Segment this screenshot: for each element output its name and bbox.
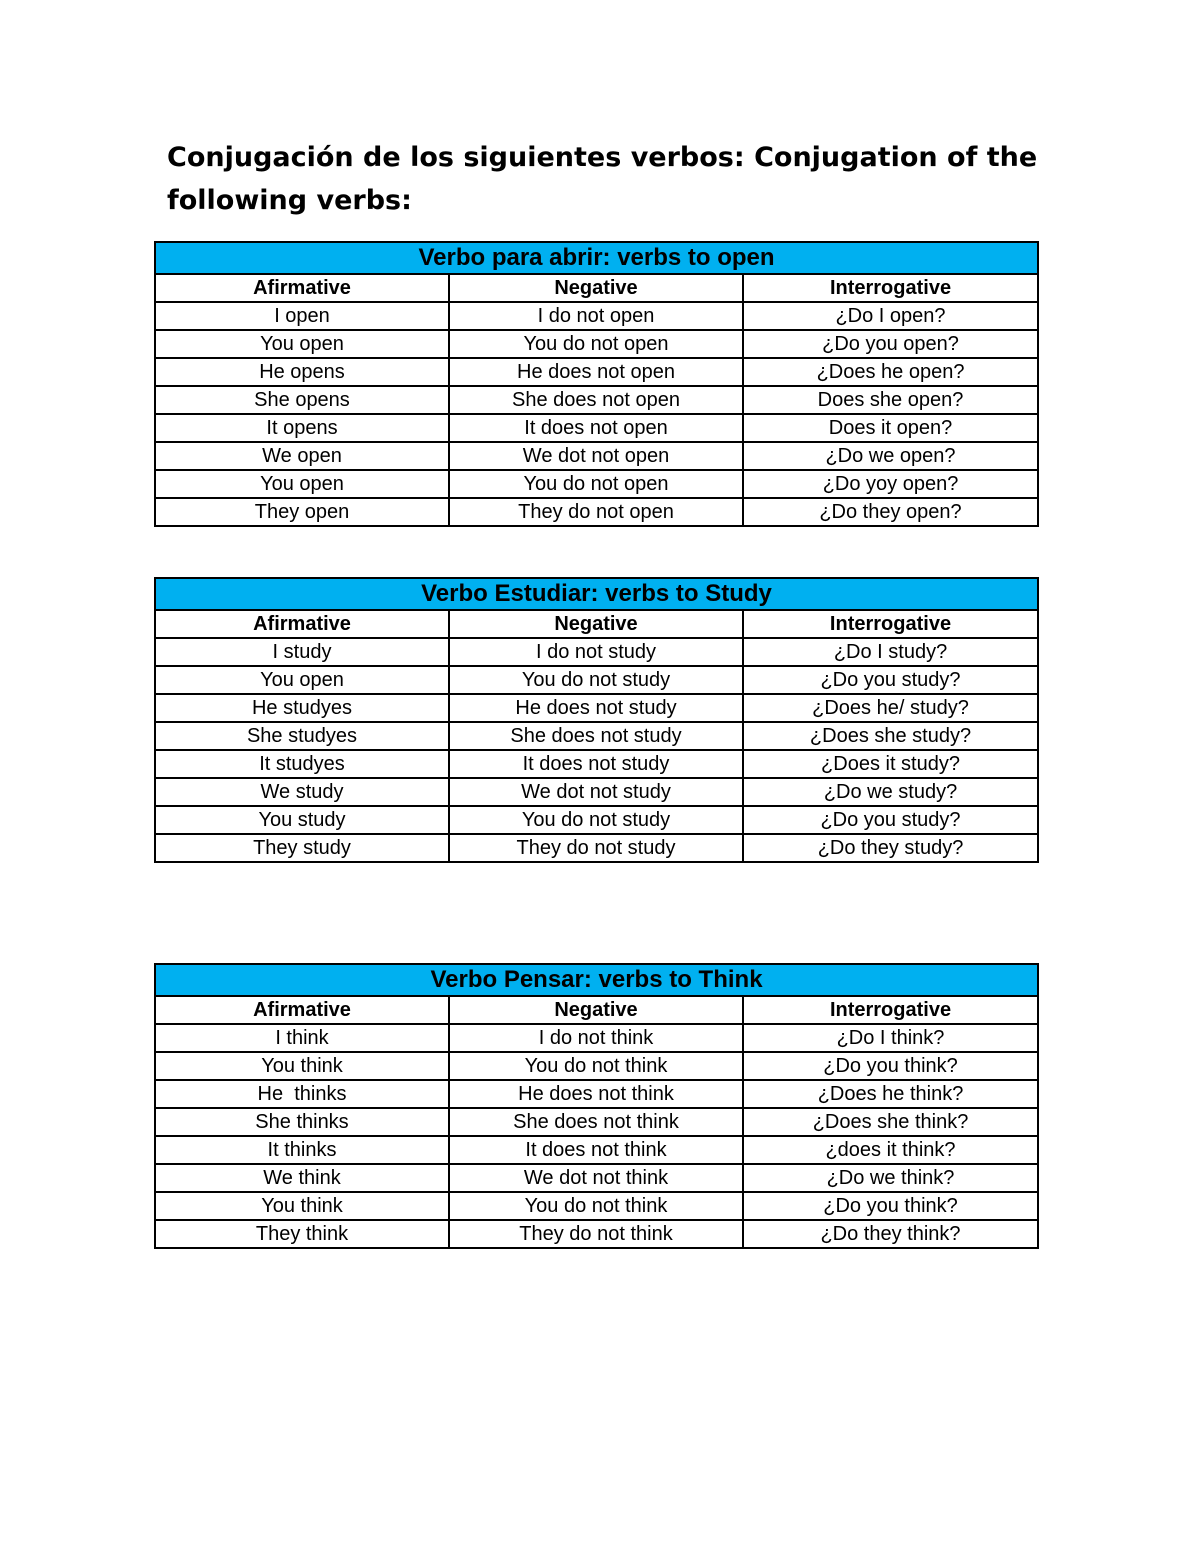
- table-cell: ¿Does she study?: [743, 722, 1038, 750]
- table-cell: You study: [155, 806, 449, 834]
- table-cell: She does not study: [449, 722, 743, 750]
- table-cell: They do not study: [449, 834, 743, 862]
- table-cell: ¿Do I think?: [743, 1024, 1038, 1052]
- table-cell: You open: [155, 470, 449, 498]
- table-row: [155, 1052, 1038, 1080]
- table-cell: ¿does it think?: [743, 1136, 1038, 1164]
- table-row: [155, 330, 1038, 358]
- table-cell: ¿Do you think?: [743, 1052, 1038, 1080]
- conjugation-table-think: [154, 963, 1039, 1249]
- table-cell: We dot not think: [449, 1164, 743, 1192]
- table-cell: ¿Do we study?: [743, 778, 1038, 806]
- table-row: [155, 302, 1038, 330]
- table-row: [155, 750, 1038, 778]
- table-cell: I open: [155, 302, 449, 330]
- column-header-afirmative: Afirmative: [155, 996, 449, 1024]
- table-cell: ¿Do I study?: [743, 638, 1038, 666]
- table-row: [155, 1164, 1038, 1192]
- table-row: [155, 414, 1038, 442]
- table-cell: He does not open: [449, 358, 743, 386]
- table-cell: ¿Does he open?: [743, 358, 1038, 386]
- table-cell: It does not think: [449, 1136, 743, 1164]
- table-row: [155, 1108, 1038, 1136]
- table-cell: ¿Do yoy open?: [743, 470, 1038, 498]
- table-cell: ¿Does she think?: [743, 1108, 1038, 1136]
- table-row: [155, 806, 1038, 834]
- table-row: [155, 666, 1038, 694]
- table-cell: They do not open: [449, 498, 743, 526]
- table-cell: I think: [155, 1024, 449, 1052]
- table-cell: ¿Do you study?: [743, 666, 1038, 694]
- table-row: [155, 470, 1038, 498]
- table-cell: ¿Do they think?: [743, 1220, 1038, 1248]
- table-cell: They study: [155, 834, 449, 862]
- table-cell: We open: [155, 442, 449, 470]
- conjugation-table-study: [154, 577, 1039, 863]
- table-row: [155, 1136, 1038, 1164]
- table-cell: You do not study: [449, 666, 743, 694]
- table-caption: Verbo para abrir: verbs to open: [155, 242, 1038, 274]
- table-cell: He opens: [155, 358, 449, 386]
- table-cell: I do not open: [449, 302, 743, 330]
- table-cell: ¿Does he/ study?: [743, 694, 1038, 722]
- table-row: [155, 442, 1038, 470]
- column-header-negative: Negative: [449, 996, 743, 1024]
- table-row: [155, 1024, 1038, 1052]
- table-cell: ¿Do we think?: [743, 1164, 1038, 1192]
- table-cell: We study: [155, 778, 449, 806]
- column-header-interrogative: Interrogative: [743, 996, 1038, 1024]
- table-cell: She does not think: [449, 1108, 743, 1136]
- table-row: [155, 638, 1038, 666]
- table-caption: Verbo Estudiar: verbs to Study: [155, 578, 1038, 610]
- table-cell: You do not think: [449, 1192, 743, 1220]
- conjugation-table-open: [154, 241, 1039, 527]
- table-cell: He does not study: [449, 694, 743, 722]
- column-header-afirmative: Afirmative: [155, 610, 449, 638]
- table-cell: She opens: [155, 386, 449, 414]
- table-cell: They do not think: [449, 1220, 743, 1248]
- table-cell: He does not think: [449, 1080, 743, 1108]
- table-cell: Does she open?: [743, 386, 1038, 414]
- table-cell: You think: [155, 1052, 449, 1080]
- table-cell: You do not think: [449, 1052, 743, 1080]
- table-cell: You do not open: [449, 330, 743, 358]
- table-cell: ¿Do I open?: [743, 302, 1038, 330]
- table-cell: ¿Do you open?: [743, 330, 1038, 358]
- table-cell: They think: [155, 1220, 449, 1248]
- table-cell: It does not open: [449, 414, 743, 442]
- table-row: [155, 358, 1038, 386]
- page-title: Conjugación de los siguientes verbos: Conjugation of the following verbs:: [167, 142, 1038, 216]
- table-row: [155, 834, 1038, 862]
- column-header-negative: Negative: [449, 610, 743, 638]
- column-header-interrogative: Interrogative: [743, 610, 1038, 638]
- table-cell: ¿Does he think?: [743, 1080, 1038, 1108]
- table-row: [155, 778, 1038, 806]
- table-row: [155, 1220, 1038, 1248]
- table-row: [155, 1192, 1038, 1220]
- table-cell: We dot not open: [449, 442, 743, 470]
- column-header-afirmative: Afirmative: [155, 274, 449, 302]
- table-row: [155, 386, 1038, 414]
- table-cell: You open: [155, 666, 449, 694]
- table-cell: We think: [155, 1164, 449, 1192]
- table-cell: ¿Does it study?: [743, 750, 1038, 778]
- table-row: [155, 1080, 1038, 1108]
- table-cell: ¿Do they study?: [743, 834, 1038, 862]
- table-cell: You do not open: [449, 470, 743, 498]
- table-cell: You open: [155, 330, 449, 358]
- table-cell: I study: [155, 638, 449, 666]
- table-row: [155, 498, 1038, 526]
- table-cell: We dot not study: [449, 778, 743, 806]
- table-cell: He thinks: [155, 1080, 449, 1108]
- table-row: [155, 694, 1038, 722]
- table-cell: It studyes: [155, 750, 449, 778]
- table-cell: She studyes: [155, 722, 449, 750]
- table-cell: ¿Do we open?: [743, 442, 1038, 470]
- table-cell: You think: [155, 1192, 449, 1220]
- table-cell: They open: [155, 498, 449, 526]
- table-cell: I do not study: [449, 638, 743, 666]
- table-cell: It thinks: [155, 1136, 449, 1164]
- table-cell: ¿Do you think?: [743, 1192, 1038, 1220]
- column-header-negative: Negative: [449, 274, 743, 302]
- table-cell: ¿Do you study?: [743, 806, 1038, 834]
- table-cell: You do not study: [449, 806, 743, 834]
- table-cell: Does it open?: [743, 414, 1038, 442]
- table-cell: I do not think: [449, 1024, 743, 1052]
- table-cell: She thinks: [155, 1108, 449, 1136]
- table-cell: It does not study: [449, 750, 743, 778]
- table-cell: She does not open: [449, 386, 743, 414]
- column-header-interrogative: Interrogative: [743, 274, 1038, 302]
- table-row: [155, 722, 1038, 750]
- table-caption: Verbo Pensar: verbs to Think: [155, 964, 1038, 996]
- table-cell: ¿Do they open?: [743, 498, 1038, 526]
- table-cell: He studyes: [155, 694, 449, 722]
- table-cell: It opens: [155, 414, 449, 442]
